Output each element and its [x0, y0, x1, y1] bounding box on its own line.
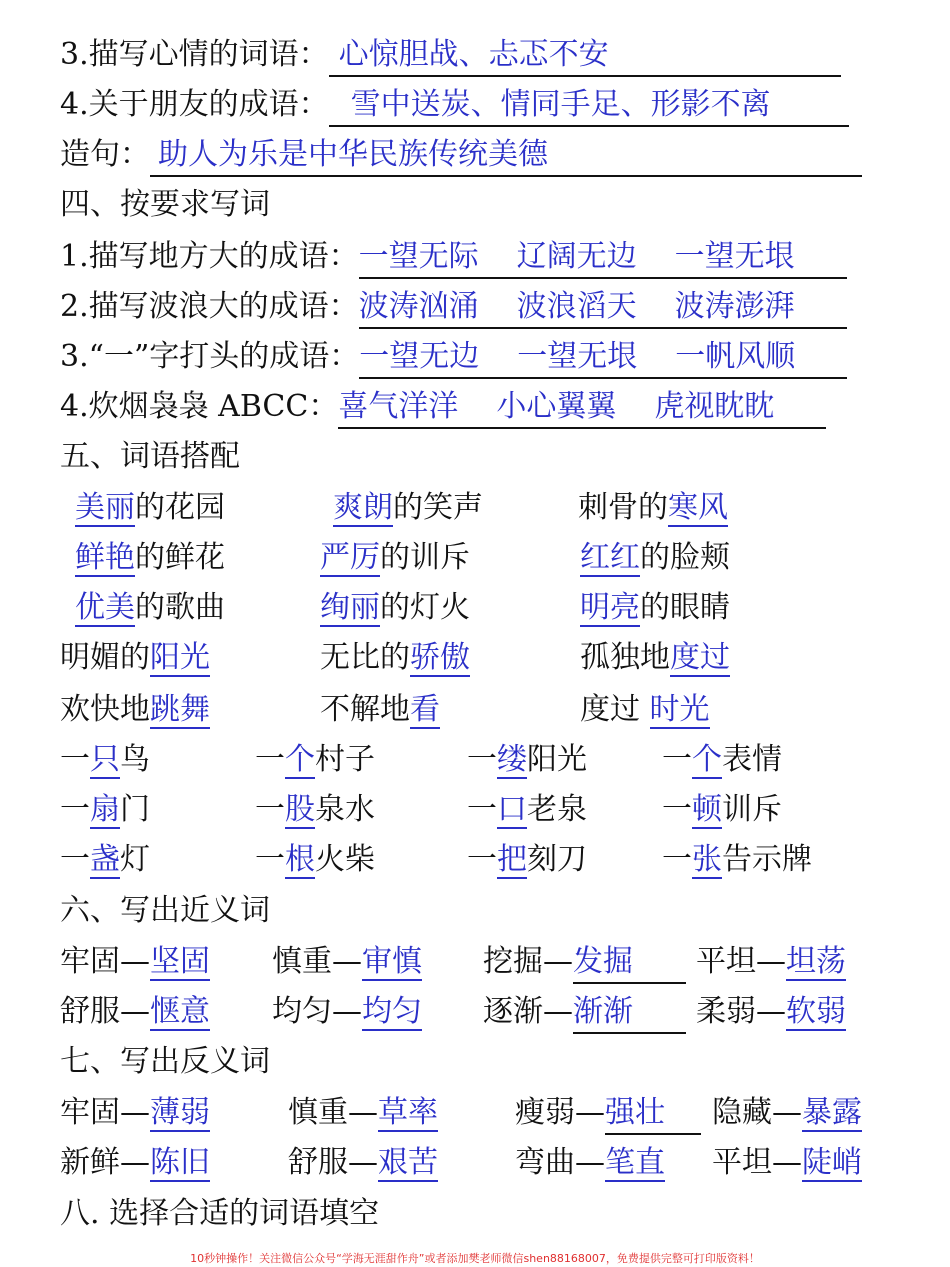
sec4-answer: 一望无边	[359, 339, 480, 374]
sec4-answer: 一望无垠	[517, 339, 638, 374]
sec4-answer: 虎视眈眈	[654, 389, 775, 424]
sec4-answer-blank	[359, 287, 847, 329]
pair-answer: 爽朗	[333, 490, 393, 525]
antonym-word: 弯曲—	[515, 1145, 605, 1180]
sec4-row-label: 4.炊烟袅袅 ABCC：	[60, 389, 339, 424]
pair-text: 孤独地	[580, 640, 670, 675]
synonym-word: 柔弱—	[696, 994, 786, 1029]
measure-item	[255, 840, 375, 880]
synonym-word: 挖掘—	[483, 944, 573, 979]
pair-text: 刺骨的	[578, 490, 668, 525]
synonym-answer: 软弱	[786, 994, 846, 1029]
pair-item	[333, 488, 483, 528]
pair-item	[320, 690, 440, 730]
sec4-answer: 一望无际	[358, 239, 479, 274]
sentence-answer: 助人为乐是中华民族传统美德	[158, 137, 548, 172]
sentence-label: 造句：	[60, 137, 150, 172]
pair-answer: 鲜艳	[75, 540, 135, 575]
sec4-answer-blank	[359, 337, 847, 379]
pair-item	[60, 690, 210, 730]
measure-noun: 火柴	[315, 842, 375, 877]
q4-line	[60, 85, 849, 127]
pair-answer: 跳舞	[150, 692, 210, 727]
pair-text: 的笑声	[393, 490, 483, 525]
pair-item	[578, 488, 728, 528]
antonym-item	[515, 1143, 665, 1183]
pair-text: 度过	[580, 692, 650, 727]
measure-answer: 根	[285, 842, 315, 877]
sec4-answer: 辽阔无边	[516, 239, 637, 274]
pair-text: 明媚的	[60, 640, 150, 675]
synonym-item	[60, 992, 210, 1032]
sec4-row-label: 2.描写波浪大的成语：	[60, 289, 359, 324]
sentence-answer-blank	[150, 135, 862, 177]
measure-answer: 只	[90, 742, 120, 777]
measure-answer: 股	[285, 792, 315, 827]
measure-prefix: 一	[255, 792, 285, 827]
measure-noun: 鸟	[120, 742, 150, 777]
pair-text: 欢快地	[60, 692, 150, 727]
measure-item	[662, 840, 812, 880]
q3-line	[60, 35, 841, 77]
synonym-answer: 均匀	[362, 994, 422, 1029]
measure-answer: 张	[692, 842, 722, 877]
sec4-answer: 喜气洋洋	[338, 389, 459, 424]
measure-noun: 表情	[722, 742, 782, 777]
antonym-word: 隐藏—	[712, 1095, 802, 1130]
sec4-row	[60, 287, 847, 329]
synonym-word: 舒服—	[60, 994, 150, 1029]
pair-text: 无比的	[320, 640, 410, 675]
measure-answer: 盏	[90, 842, 120, 877]
measure-item	[255, 740, 375, 780]
antonym-answer: 薄弱	[150, 1095, 210, 1130]
measure-prefix: 一	[662, 792, 692, 827]
antonym-item	[712, 1093, 862, 1133]
pair-answer: 寒风	[668, 490, 728, 525]
pair-answer: 优美	[75, 590, 135, 625]
section-7-title: 七、写出反义词	[60, 1044, 270, 1079]
antonym-word: 平坦—	[712, 1145, 802, 1180]
measure-noun: 灯	[120, 842, 150, 877]
sec4-answer: 一帆风顺	[675, 339, 796, 374]
antonym-answer: 陈旧	[150, 1145, 210, 1180]
measure-prefix: 一	[255, 742, 285, 777]
pair-text: 的脸颊	[640, 540, 730, 575]
q4-label: 4.关于朋友的成语：	[60, 87, 329, 122]
measure-item	[60, 790, 150, 830]
measure-prefix: 一	[662, 742, 692, 777]
section-4-title: 四、按要求写词	[60, 187, 270, 222]
measure-noun: 刻刀	[527, 842, 587, 877]
measure-noun: 告示牌	[722, 842, 812, 877]
measure-answer: 把	[497, 842, 527, 877]
sec4-answer: 波浪滔天	[516, 289, 637, 324]
measure-item	[467, 740, 587, 780]
synonym-item	[696, 992, 846, 1032]
pair-item	[320, 588, 470, 628]
pair-item	[320, 538, 470, 578]
sec4-answer-blank	[359, 237, 847, 279]
synonym-word: 逐渐—	[483, 994, 573, 1029]
antonym-answer: 笔直	[605, 1145, 665, 1180]
pair-text: 的鲜花	[135, 540, 225, 575]
pair-answer: 度过	[670, 640, 730, 675]
antonym-word: 新鲜—	[60, 1145, 150, 1180]
pair-item	[580, 638, 730, 678]
synonym-answer: 坦荡	[786, 944, 846, 979]
measure-prefix: 一	[60, 842, 90, 877]
antonym-answer: 草率	[378, 1095, 438, 1130]
synonym-answer-blank	[573, 992, 686, 1034]
section-8-title: 八. 选择合适的词语填空	[60, 1196, 380, 1231]
pair-answer: 明亮	[580, 590, 640, 625]
pair-text: 的歌曲	[135, 590, 225, 625]
synonym-item	[696, 942, 846, 982]
synonym-answer: 审慎	[362, 944, 422, 979]
antonym-answer: 强壮	[605, 1095, 665, 1130]
antonym-word: 牢固—	[60, 1095, 150, 1130]
pair-answer: 严厉	[320, 540, 380, 575]
synonym-word: 慎重—	[272, 944, 362, 979]
measure-item	[662, 740, 782, 780]
measure-item	[467, 790, 587, 830]
antonym-item	[60, 1093, 210, 1133]
q3-label: 3.描写心情的词语：	[60, 37, 329, 72]
sec4-row	[60, 387, 826, 429]
q4-answer: 雪中送炭、情同手足、形影不离	[350, 87, 771, 122]
pair-item	[75, 538, 225, 578]
synonym-answer: 渐渐	[573, 994, 633, 1029]
sec4-answer-blank	[338, 387, 826, 429]
antonym-item	[288, 1143, 438, 1183]
measure-noun: 泉水	[315, 792, 375, 827]
measure-answer: 缕	[497, 742, 527, 777]
antonym-answer-blank	[605, 1093, 701, 1135]
pair-answer: 骄傲	[410, 640, 470, 675]
antonym-word: 慎重—	[288, 1095, 378, 1130]
pair-item	[580, 588, 730, 628]
measure-prefix: 一	[467, 842, 497, 877]
measure-item	[467, 840, 587, 880]
pair-item	[75, 488, 225, 528]
antonym-answer: 艰苦	[378, 1145, 438, 1180]
measure-noun: 门	[120, 792, 150, 827]
pair-answer: 时光	[649, 692, 710, 727]
measure-answer: 口	[497, 792, 527, 827]
synonym-item	[483, 992, 686, 1034]
section-6-title: 六、写出近义词	[60, 893, 270, 928]
measure-answer: 顿	[692, 792, 722, 827]
measure-item	[255, 790, 375, 830]
measure-answer: 个	[692, 742, 722, 777]
measure-item	[662, 790, 782, 830]
pair-answer: 美丽	[75, 490, 135, 525]
measure-prefix: 一	[255, 842, 285, 877]
pair-text: 不解地	[320, 692, 410, 727]
measure-noun: 村子	[315, 742, 375, 777]
sentence-line	[60, 135, 862, 177]
sec4-row-label: 3.“一”字打头的成语：	[60, 339, 360, 374]
pair-answer: 看	[410, 692, 440, 727]
measure-noun: 阳光	[527, 742, 587, 777]
measure-prefix: 一	[60, 792, 90, 827]
sec4-answer: 一望无垠	[674, 239, 795, 274]
sec4-row-label: 1.描写地方大的成语：	[60, 239, 359, 274]
pair-answer: 红红	[580, 540, 640, 575]
synonym-item	[272, 942, 422, 982]
sec4-answer: 波涛汹涌	[358, 289, 479, 324]
measure-prefix: 一	[662, 842, 692, 877]
q4-answer-blank	[329, 85, 849, 127]
synonym-word: 牢固—	[60, 944, 150, 979]
synonym-item	[272, 992, 422, 1032]
antonym-answer: 暴露	[802, 1095, 862, 1130]
synonym-word: 均匀—	[272, 994, 362, 1029]
pair-item	[75, 588, 225, 628]
antonym-word: 舒服—	[288, 1145, 378, 1180]
antonym-item	[712, 1143, 862, 1183]
pair-text: 的灯火	[380, 590, 470, 625]
measure-prefix: 一	[467, 742, 497, 777]
synonym-item	[60, 942, 210, 982]
pair-item	[580, 538, 730, 578]
pair-text: 的训斥	[380, 540, 470, 575]
pair-text: 的眼睛	[640, 590, 730, 625]
sec4-row	[60, 337, 847, 379]
synonym-item	[483, 942, 686, 984]
synonym-answer: 发掘	[573, 944, 633, 979]
pair-item	[320, 638, 470, 678]
sec4-row	[60, 237, 847, 279]
measure-noun: 训斥	[722, 792, 782, 827]
pair-text: 的花园	[135, 490, 225, 525]
synonym-word: 平坦—	[696, 944, 786, 979]
measure-answer: 个	[285, 742, 315, 777]
q3-answer: 心惊胆战、忐忑不安	[338, 37, 609, 72]
measure-answer: 扇	[90, 792, 120, 827]
pair-item	[60, 638, 210, 678]
pair-item	[580, 690, 710, 730]
antonym-item	[288, 1093, 438, 1133]
sec4-answer: 波涛澎湃	[674, 289, 795, 324]
section-5-title: 五、词语搭配	[60, 439, 240, 474]
antonym-item	[60, 1143, 210, 1183]
antonym-item	[515, 1093, 701, 1135]
measure-noun: 老泉	[527, 792, 587, 827]
antonym-word: 瘦弱—	[515, 1095, 605, 1130]
synonym-answer-blank	[573, 942, 686, 984]
pair-answer: 绚丽	[320, 590, 380, 625]
synonym-answer: 惬意	[150, 994, 210, 1029]
q3-answer-blank	[329, 35, 841, 77]
pair-answer: 阳光	[150, 640, 210, 675]
synonym-answer: 坚固	[150, 944, 210, 979]
antonym-answer: 陡峭	[802, 1145, 862, 1180]
measure-prefix: 一	[60, 742, 90, 777]
sec4-answer: 小心翼翼	[496, 389, 617, 424]
measure-item	[60, 840, 150, 880]
measure-prefix: 一	[467, 792, 497, 827]
footer-notice: 10秒钟操作！关注微信公众号“学海无涯甜作舟”或者添加樊老师微信shen88168007，免费提供完整可打印版资料！	[190, 1252, 760, 1265]
measure-item	[60, 740, 150, 780]
